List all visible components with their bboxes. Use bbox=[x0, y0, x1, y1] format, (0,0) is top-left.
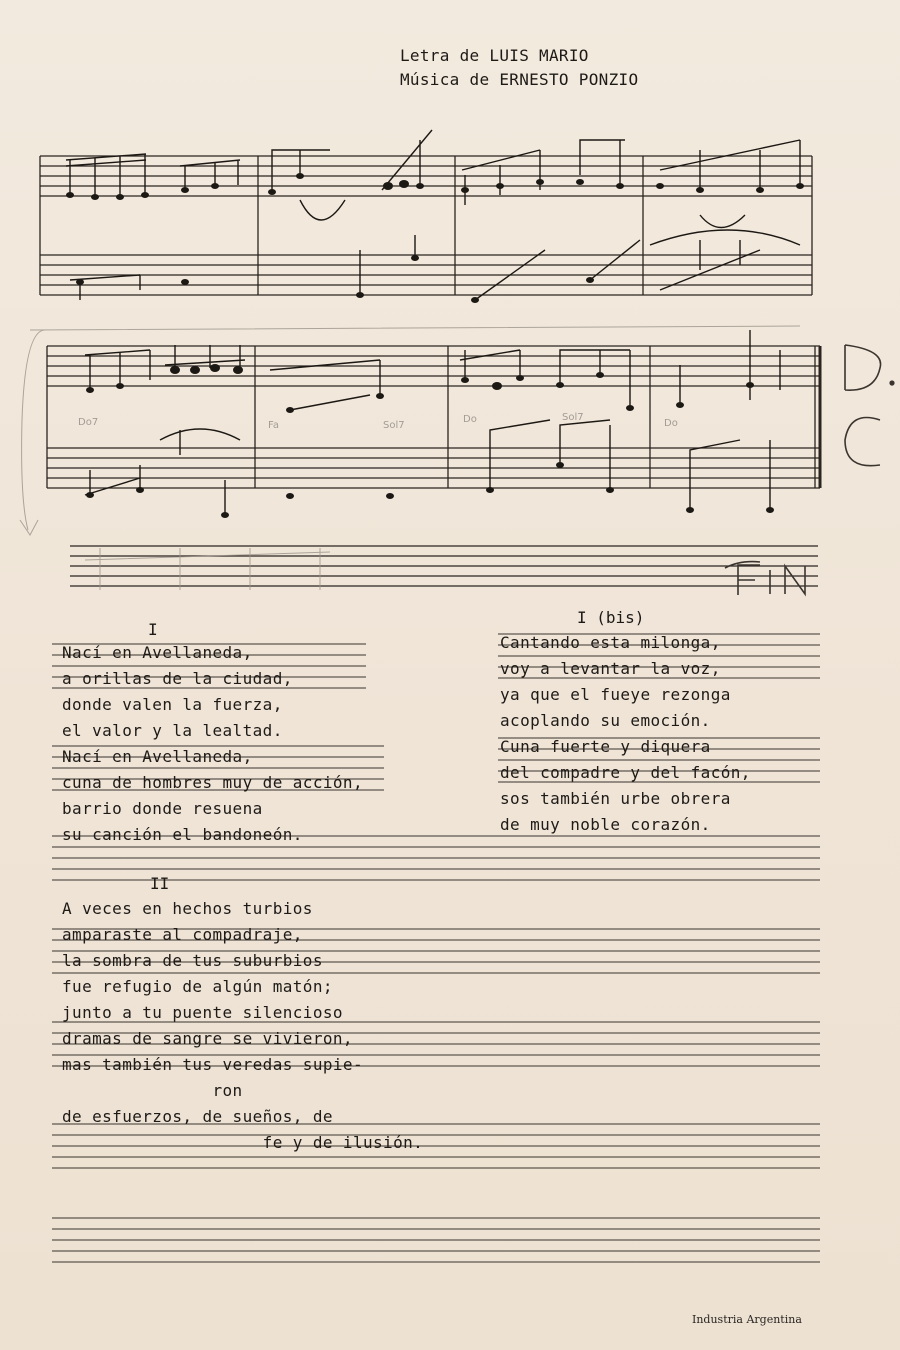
verse-2-title: II bbox=[150, 874, 170, 893]
verse-line: A veces en hechos turbios bbox=[62, 899, 313, 918]
chord-label: Do bbox=[664, 418, 678, 429]
verse-line: mas también tus veredas supie- bbox=[62, 1055, 363, 1074]
verse-2 bbox=[62, 896, 423, 1156]
verse-line: fue refugio de algún matón; bbox=[62, 977, 333, 996]
verse-line: barrio donde resuena bbox=[62, 799, 263, 818]
verse-line: Nací en Avellaneda, bbox=[62, 643, 253, 662]
verse-line: el valor y la lealtad. bbox=[62, 721, 283, 740]
verse-line: amparaste al compadraje, bbox=[62, 925, 303, 944]
verse-1 bbox=[62, 640, 363, 848]
margin-mark-c bbox=[842, 415, 878, 450]
verse-line: del compadre y del facón, bbox=[500, 763, 751, 782]
music-credit: Música de ERNESTO PONZIO bbox=[400, 70, 639, 89]
verse-line: ron bbox=[62, 1081, 243, 1100]
verse-line: la sombra de tus suburbios bbox=[62, 951, 323, 970]
verse-line: Cuna fuerte y diquera bbox=[500, 737, 711, 756]
verse-line: de esfuerzos, de sueños, de bbox=[62, 1107, 333, 1126]
verse-line: de muy noble corazón. bbox=[500, 815, 711, 834]
verse-line: sos también urbe obrera bbox=[500, 789, 731, 808]
verse-line: fe y de ilusión. bbox=[62, 1133, 424, 1152]
chord-label: Sol7 bbox=[562, 412, 584, 423]
verse-line: Cantando esta milonga, bbox=[500, 633, 721, 652]
end-mark bbox=[737, 566, 766, 585]
verse-line: acoplando su emoción. bbox=[500, 711, 711, 730]
verse-line: junto a tu puente silencioso bbox=[62, 1003, 343, 1022]
verse-line: voy a levantar la voz, bbox=[500, 659, 721, 678]
verse-1bis bbox=[500, 630, 751, 838]
margin-mark-d bbox=[842, 350, 878, 385]
verse-line: a orillas de la ciudad, bbox=[62, 669, 293, 688]
verse-line: cuna de hombres muy de acción, bbox=[62, 773, 363, 792]
imprint-footer: Industria Argentina bbox=[692, 1313, 802, 1326]
lyrics-credit: Letra de LUIS MARIO bbox=[400, 46, 589, 65]
verse-line: Nací en Avellaneda, bbox=[62, 747, 253, 766]
credits-header bbox=[400, 44, 638, 92]
chord-label: Fa bbox=[268, 420, 279, 431]
chord-label: Sol7 bbox=[383, 420, 405, 431]
chord-label: Do7 bbox=[78, 417, 99, 428]
verse-1-title: I bbox=[148, 620, 158, 639]
verse-line: dramas de sangre se vivieron, bbox=[62, 1029, 353, 1048]
verse-line: su canción el bandoneón. bbox=[62, 825, 303, 844]
verse-1bis-title: I (bis) bbox=[577, 608, 645, 627]
chord-label: Do bbox=[463, 414, 477, 425]
verse-line: ya que el fueye rezonga bbox=[500, 685, 731, 704]
verse-line: donde valen la fuerza, bbox=[62, 695, 283, 714]
